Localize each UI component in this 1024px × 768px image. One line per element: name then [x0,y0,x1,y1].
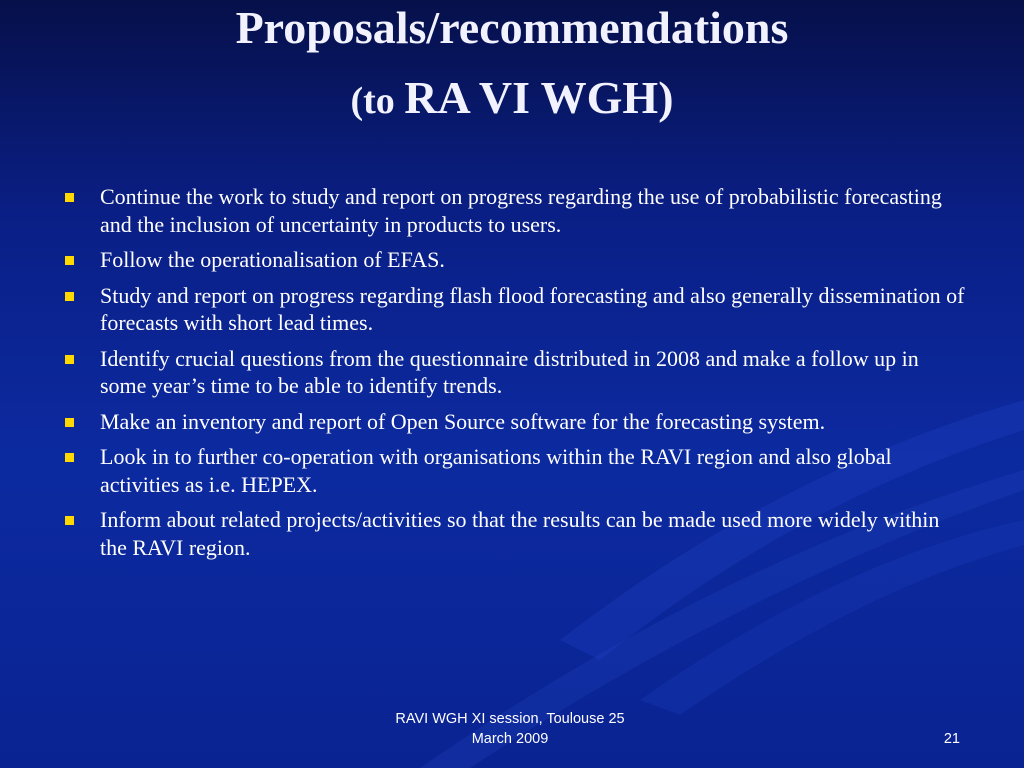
title-line-2 [0,72,1024,127]
yellow-square-bullet-icon [65,453,74,462]
title-line-2-main: RA VI WGH) [404,72,674,123]
bullet-item-3 [62,282,967,337]
bullet-text-5: Make an inventory and report of Open Source software for the forecasting system. [100,408,826,434]
bullet-list [62,183,967,569]
bullet-text-1: Continue the work to study and report on progress regarding the use of probabilistic forecasting and the inclusion of uncertainty in products to users. [100,184,942,237]
bullet-item-5 [62,408,967,436]
footer-line-1: RAVI WGH XI session, Toulouse 25 [395,711,625,727]
bullet-text-6: Look in to further co-operation with organisations within the RAVI region and also global activities as i.e. HEPEX. [100,444,892,497]
title-line-2-prefix: (to [350,80,405,122]
bullet-item-6 [62,443,967,498]
yellow-square-bullet-icon [65,418,74,427]
bullet-item-2 [62,246,967,274]
page-number: 21 [943,731,960,747]
footer-line-2: March 2009 [471,731,549,747]
yellow-square-bullet-icon [65,516,74,525]
bullet-item-4 [62,345,967,400]
bullet-text-4: Identify crucial questions from the questionnaire distributed in 2008 and make a follow up in some year’s time to be able to identify trends. [100,345,919,398]
bullet-text-2: Follow the operationalisation of EFAS. [100,247,445,272]
yellow-square-bullet-icon [65,193,74,202]
footer-session-info [365,709,655,749]
yellow-square-bullet-icon [65,292,74,301]
title-line-1: Proposals/recommendations [235,2,789,53]
bullet-item-7 [62,506,967,561]
bullet-text-3: Study and report on progress regarding flash flood forecasting and also generally dissemination of forecasts with short lead times. [100,282,965,335]
yellow-square-bullet-icon [65,355,74,364]
bullet-text-7: Inform about related projects/activities so that the results can be made used more widely within the RAVI region. [100,507,940,560]
bullet-item-1 [62,183,967,238]
yellow-square-bullet-icon [65,256,74,265]
